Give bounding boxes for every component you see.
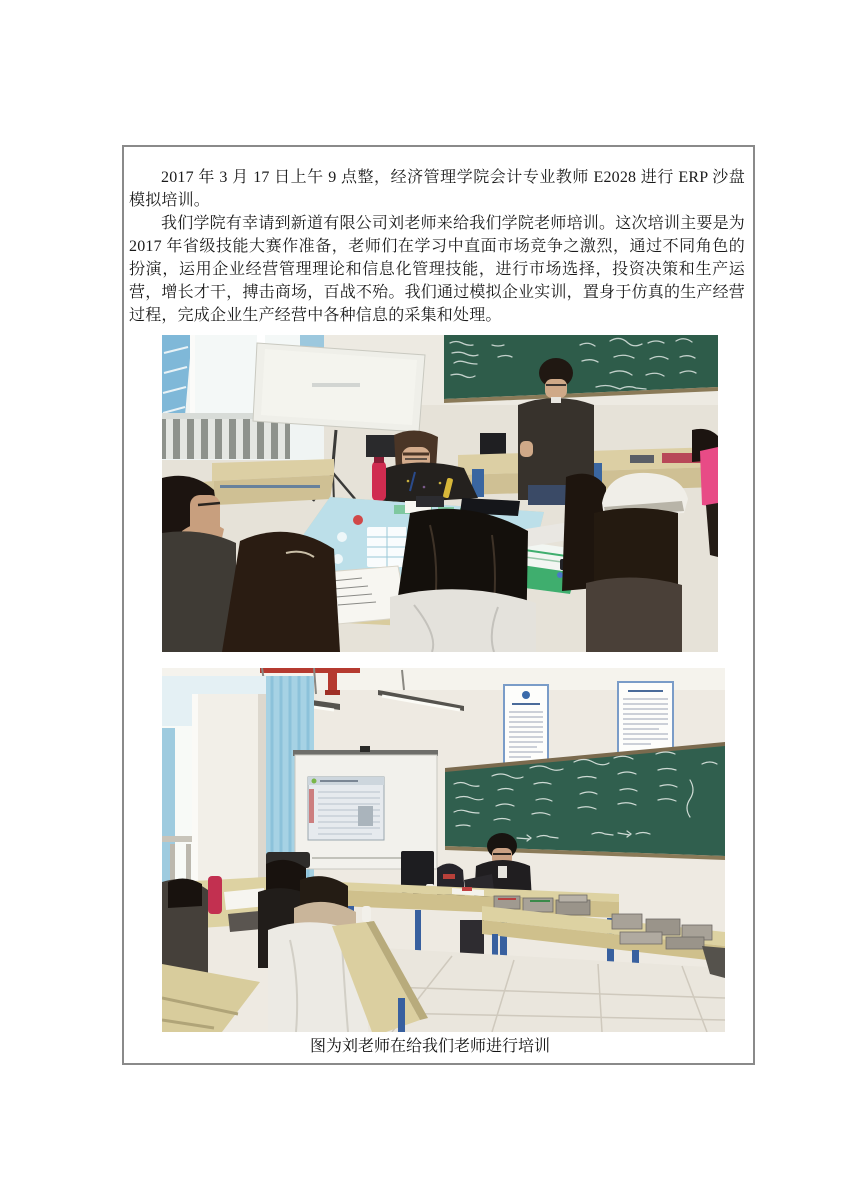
water-bottle xyxy=(362,906,371,922)
photo-erp-sandbox-training xyxy=(162,335,718,652)
paragraph-1: 2017 年 3 月 17 日上午 9 点整，经济管理学院会计专业教师 E2028 进行 ERP 沙盘模拟培训。 xyxy=(129,169,745,209)
photo-caption: 图为刘老师在给我们老师进行培训 xyxy=(309,1038,550,1055)
chalkboard xyxy=(444,335,718,403)
red-thermos xyxy=(208,876,222,914)
computer-monitor-back xyxy=(480,433,506,457)
poster-left xyxy=(504,685,548,764)
projection-screen xyxy=(293,746,438,869)
paragraph-2: 我们学院有幸请到新道有限公司刘老师来给我们学院老师培训。这次培训主要是为 2017 年省级技能大赛作准备，老师们在学习中直面市场竞争之激烈，通过不同角色的扮演，运用企业经营管理理论和信息化管理技能，进行市场选择，投资决策和生产运营，增长才干，搏击商场，百战不殆。我们通过模拟企业实训，置身于仿真的生产经营过程，完成企业生产经营中各种信息的采集和处理。 xyxy=(129,215,745,324)
photo-lecture-training xyxy=(162,668,725,1032)
pink-jacket xyxy=(700,447,718,507)
red-thermos xyxy=(372,461,386,501)
poster-right xyxy=(618,682,673,754)
body-text xyxy=(129,166,745,327)
